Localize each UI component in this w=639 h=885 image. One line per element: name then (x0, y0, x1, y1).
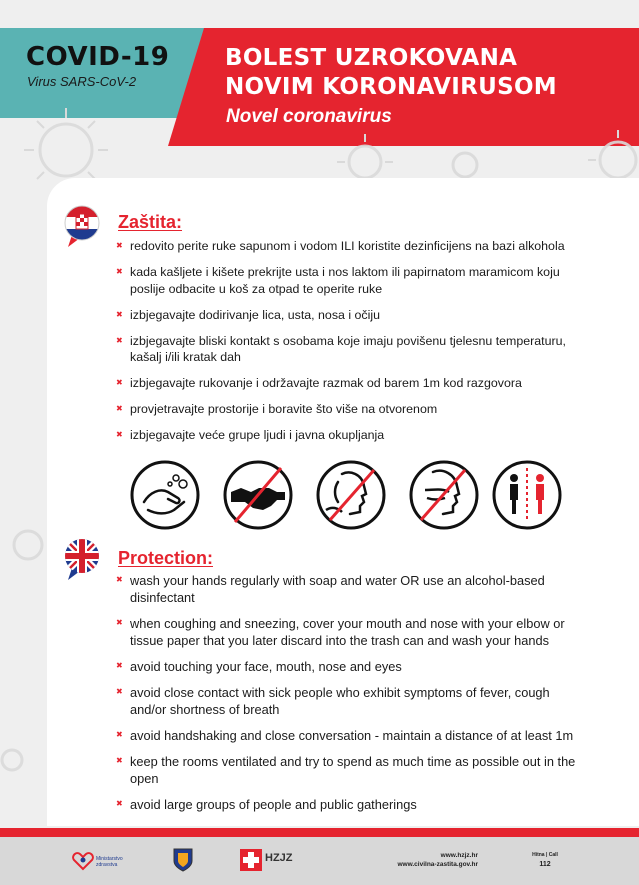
croatian-flag-icon (64, 205, 100, 247)
list-item: ✖ kada kašljete i kišete prekrijte usta i nos laktom ili papirnatom maramicom koju poslije odbacite u koš za otpad te operite ruke (116, 264, 576, 297)
footer-divider (0, 828, 639, 837)
covid-title: COVID-19 (26, 42, 170, 72)
croatian-heading: Zaštita: (118, 212, 183, 232)
footer (0, 837, 639, 885)
english-heading: Protection: (118, 548, 214, 568)
hzjz-logo-icon (240, 849, 262, 871)
list-item: ✖ avoid touching your face, mouth, nose and eyes (116, 658, 586, 675)
hand-washing-icon (130, 460, 200, 530)
croatian-list (116, 238, 576, 453)
english-list (116, 572, 586, 822)
list-item: ✖ izbjegavajte bliski kontakt s osobama koje imaju povišenu tjelesnu temperaturu, kašalj i/ili kratak dah (116, 333, 576, 366)
list-item: ✖ provjetravajte prostorije i boravite što više na otvorenom (116, 401, 576, 418)
list-item: ✖ avoid close contact with sick people who exhibit symptoms of fever, cough and/or shortness of breath (116, 684, 586, 718)
no-face-touching-icon (316, 460, 386, 530)
list-item: ✖ izbjegavajte veće grupe ljudi i javna okupljanja (116, 427, 576, 444)
list-item: ✖ avoid handshaking and close conversation - maintain a distance of at least 1m (116, 727, 586, 744)
covid-subtitle: Virus SARS-CoV-2 (27, 74, 137, 89)
pictogram-row (130, 460, 560, 532)
hzjz-logo-text: HZJZ (265, 852, 293, 864)
no-handshake-icon (223, 460, 293, 530)
uk-flag-icon (64, 538, 100, 580)
list-item: ✖ wash your hands regularly with soap and water OR use an alcohol-based disinfectant (116, 572, 586, 606)
keep-distance-icon (492, 460, 562, 530)
list-item: ✖ redovito perite ruke sapunom i vodom ILI koristite dezinficijens na bazi alkohola (116, 238, 576, 255)
list-item: ✖ keep the rooms ventilated and try to spend as much time as possible out in the open (116, 753, 586, 787)
civil-protection-logo-icon (172, 847, 194, 873)
list-item: ✖ when coughing and sneezing, cover your mouth and nose with your elbow or tissue paper that you later discard into the trash can and wash your hands (116, 615, 586, 649)
disease-title: BOLEST UZROKOVANA NOVIM KORONAVIRUSOM (225, 45, 557, 100)
emergency-number: 112 (539, 861, 551, 868)
footer-websites: www.hzjz.hr www.civilna-zastita.gov.hr (397, 852, 478, 868)
list-item: ✖ izbjegavajte dodirivanje lica, usta, nosa i očiju (116, 307, 576, 324)
list-item: ✖ izbjegavajte rukovanje i održavajte razmak od barem 1m kod razgovora (116, 375, 576, 392)
disease-subtitle: Novel coronavirus (226, 106, 392, 127)
ministry-logo-text: Ministarstvo zdravstva (96, 856, 123, 868)
emergency-label: Hitna | Call (532, 852, 558, 858)
list-item: ✖ avoid large groups of people and public gatherings (116, 796, 586, 813)
ministry-logo-icon (72, 851, 94, 871)
no-face-touching-icon (409, 460, 479, 530)
